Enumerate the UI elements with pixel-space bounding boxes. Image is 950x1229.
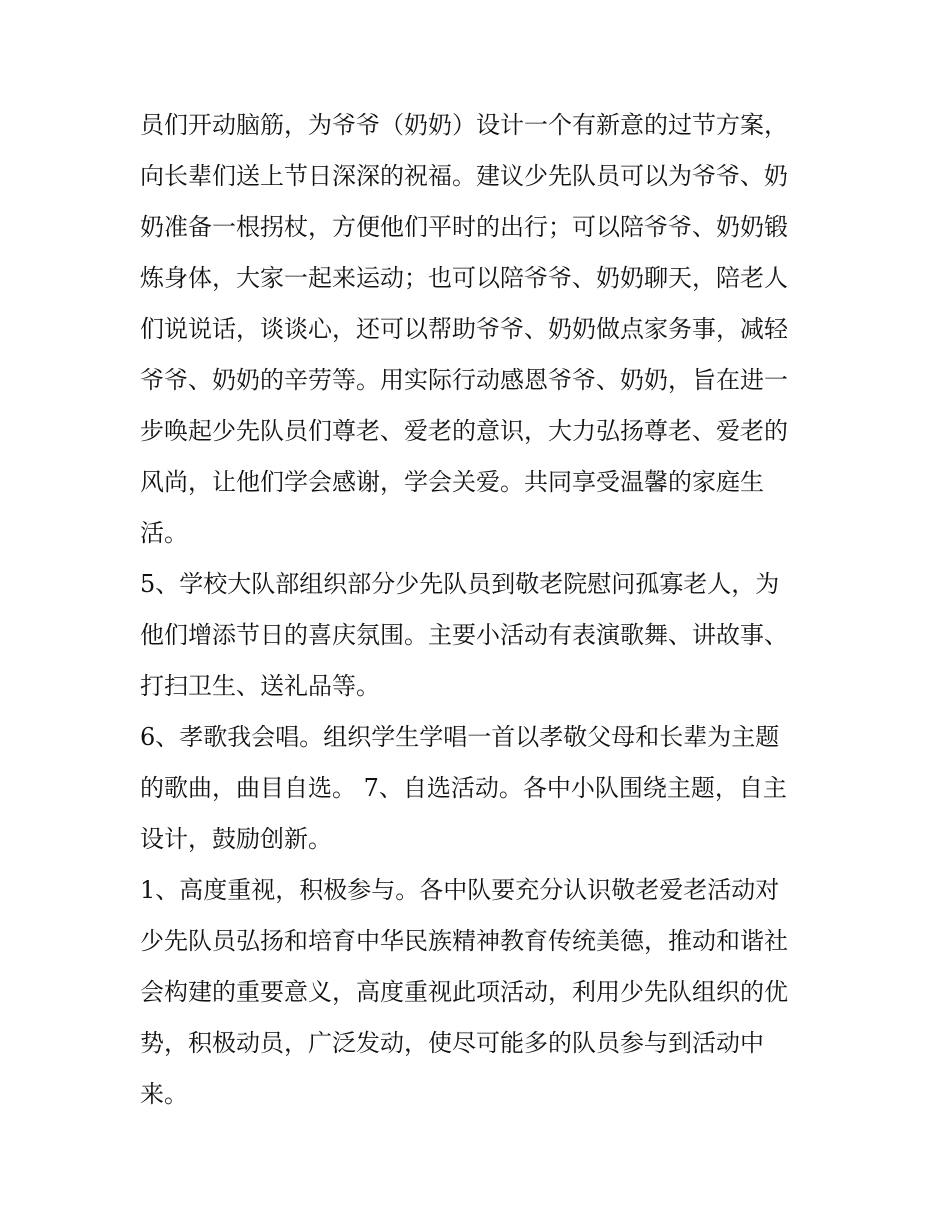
paragraph-activity-plan-continued: 员们开动脑筋，为爷爷（奶奶）设计一个有新意的过节方案， 向长辈们送上节日深深的祝福。建议少先队员可以为爷爷、奶 奶准备一根拐杖，方便他们平时的出行；可以陪爷爷、奶奶锻 炼身体，大家一起来运动；也可以陪爷爷、奶奶聊天，陪老人 们说说话，谈谈心，还可以帮助爷爷、奶奶做点家务事，减轻 爷爷、奶奶的辛劳等。用实际行动感恩爷爷、奶奶，旨在进一 步唤起少先队员们尊老、爱老的意识，大力弘扬尊老、爱老的 风尚，让他们学会感谢，学会关爱。共同享受温馨的家庭生 活。 bbox=[140, 111, 788, 547]
paragraph-item-5-nursing-home-visit: 5、学校大队部组织部分少先队员到敬老院慰问孤寡老人，为 他们增添节日的喜庆氛围。主要小活动有表演歌舞、讲故事、 打扫卫生、送礼品等。 bbox=[140, 570, 788, 700]
paragraph-item-6-7-songs-and-activities: 6、孝歌我会唱。组织学生学唱一首以孝敬父母和长辈为主题 的歌曲，曲目自选。 7、自选活动。各中小队围绕主题，自主 设计，鼓励创新。 bbox=[140, 723, 787, 853]
document-body bbox=[140, 100, 820, 1120]
paragraph-requirement-1-importance: 1、高度重视，积极参与。各中队要充分认识敬老爱老活动对 少先队员弘扬和培育中华民族精神教育传统美德，推动和谐社 会构建的重要意义，高度重视此项活动，利用少先队组织的优 势，积极动员，广泛发动，使尽可能多的队员参与到活动中 来。 bbox=[140, 876, 788, 1108]
